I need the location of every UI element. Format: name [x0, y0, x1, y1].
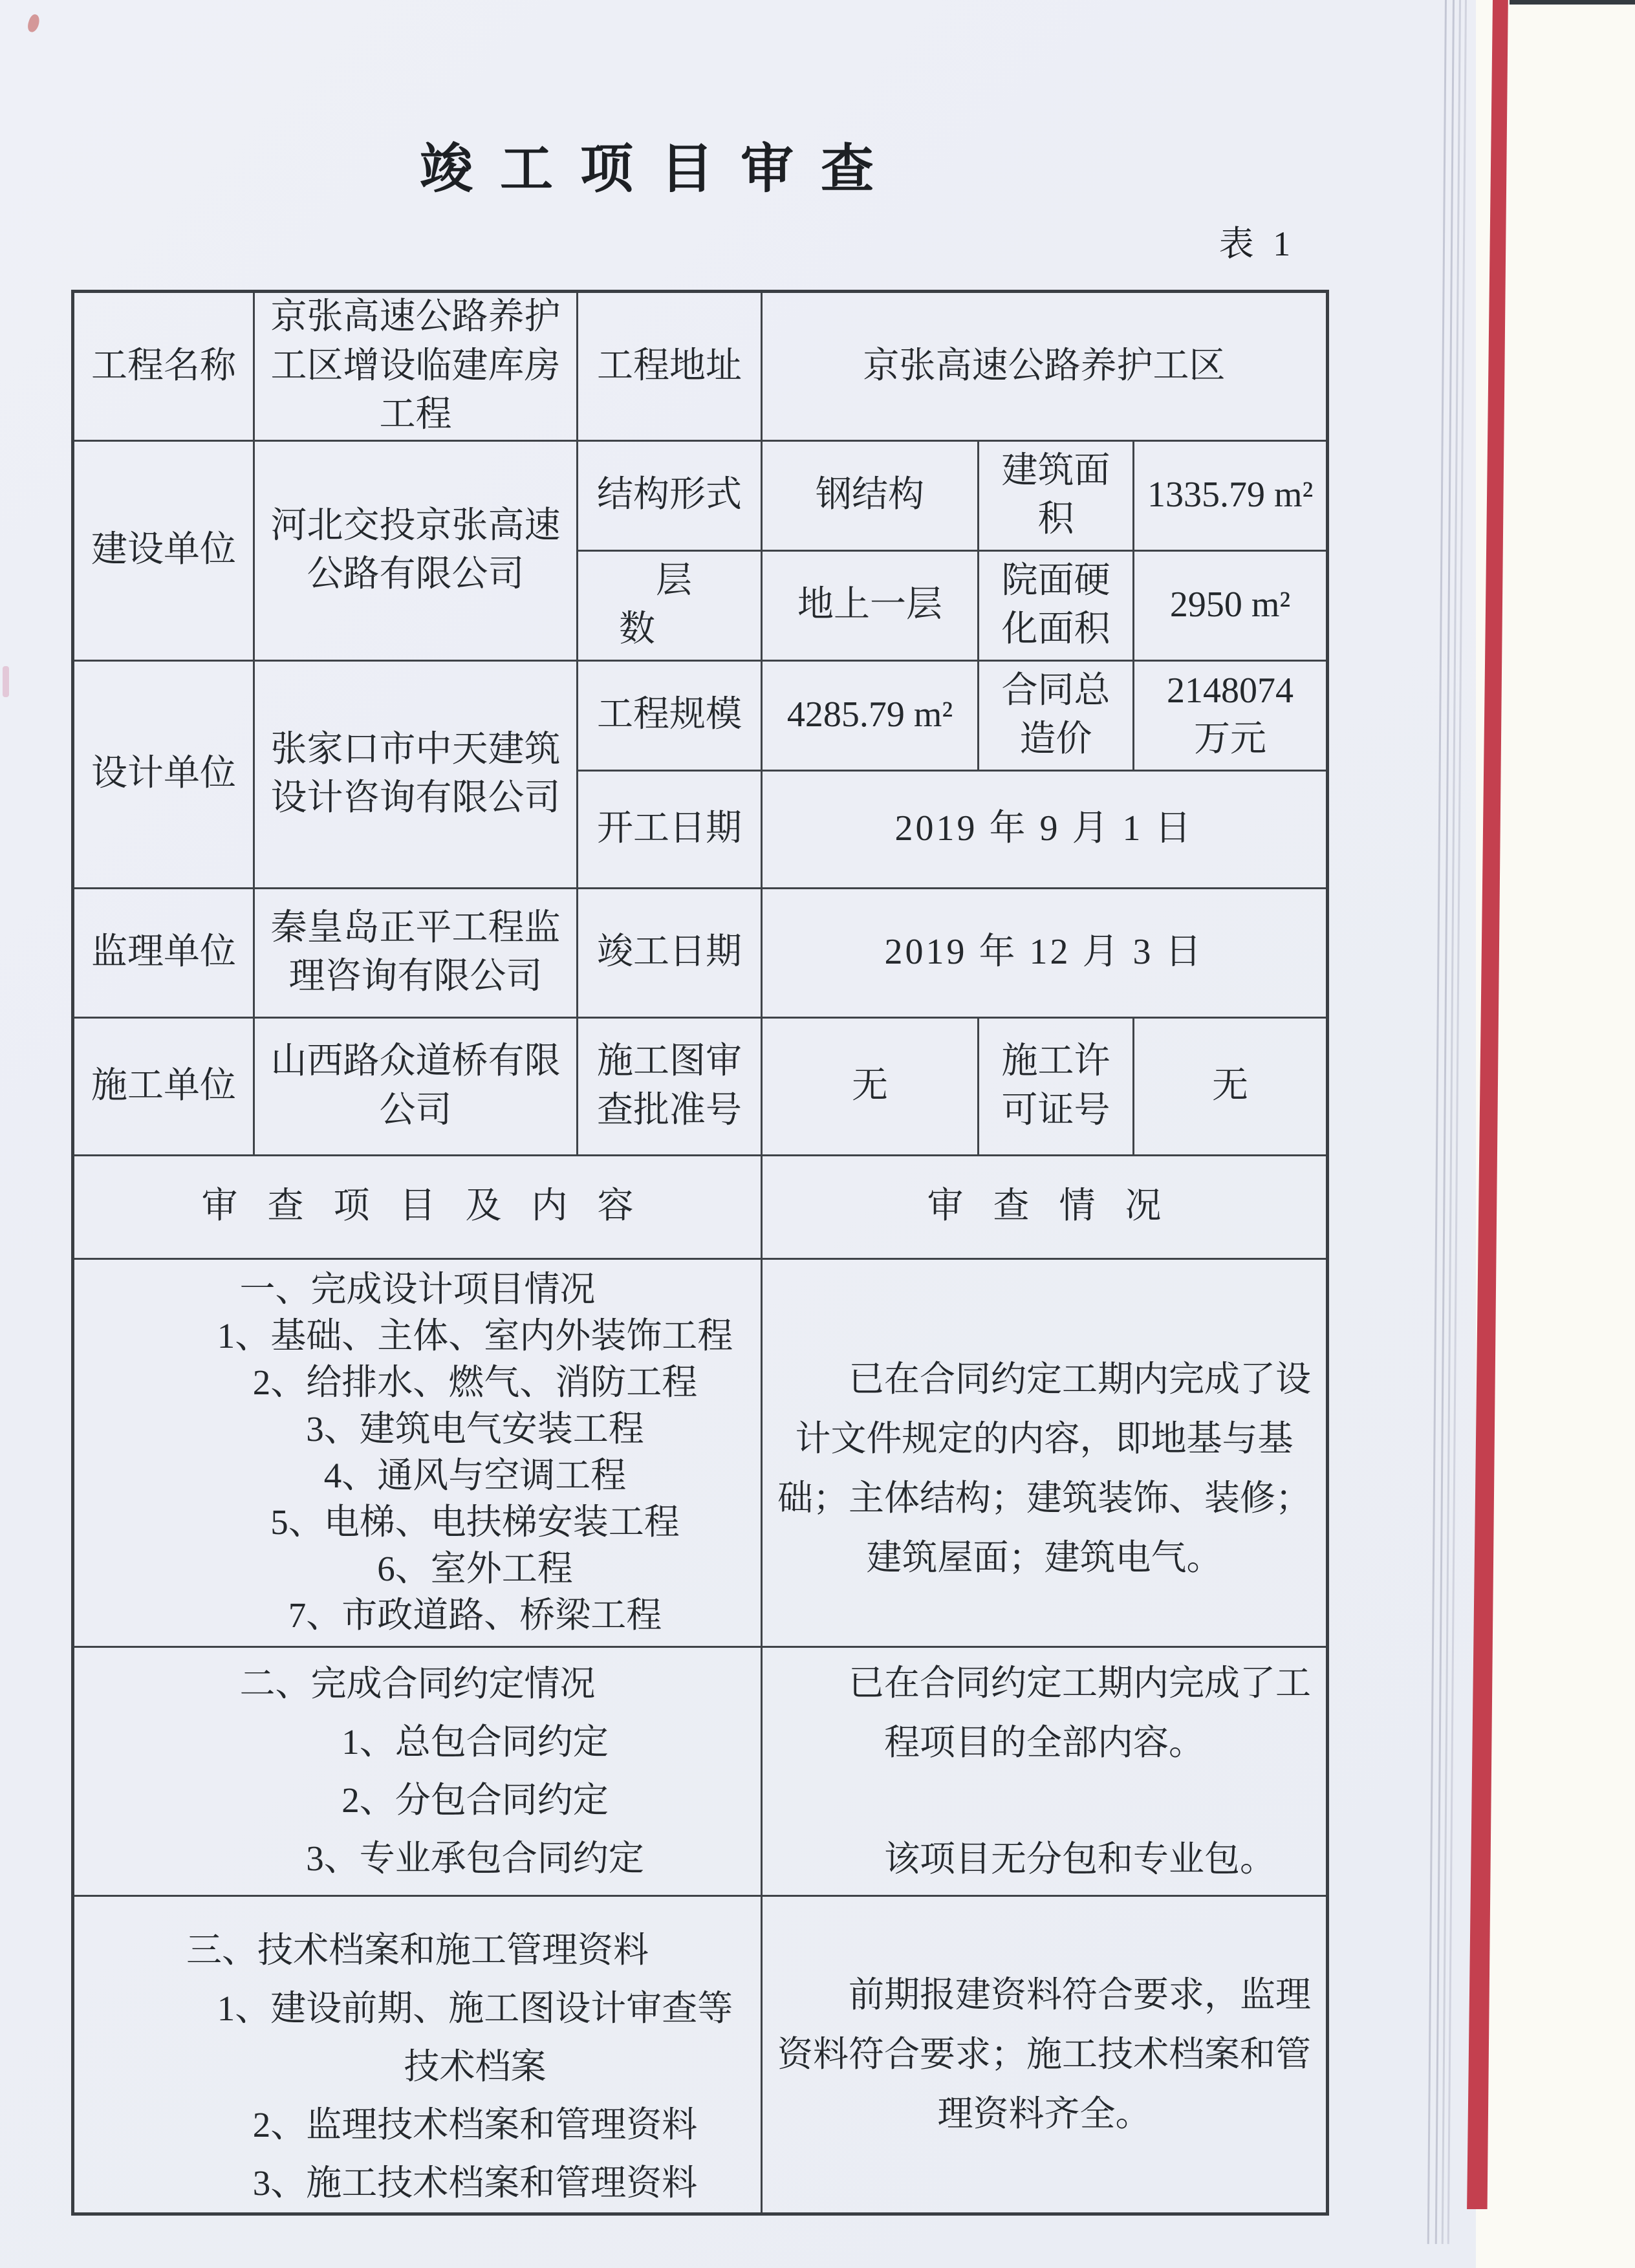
row-project-name [73, 292, 1328, 441]
permit-value: 无 [1134, 1017, 1328, 1155]
section-item: 2、给排水、燃气、消防工程 [252, 1363, 698, 1403]
completion-date-label: 竣工日期 [578, 888, 762, 1017]
supervision-unit-label: 监理单位 [73, 888, 254, 1017]
building-area-value: 1335.79 m² [1134, 440, 1328, 550]
scanner-edge-shadow [1510, 0, 1635, 5]
section-heading: 三、技术档案和施工管理资料 [186, 1930, 649, 1970]
building-area-label: 建筑面积 [979, 440, 1134, 550]
section-contract-status [762, 1647, 1328, 1895]
start-date-label: 开工日期 [578, 770, 762, 888]
section-item: 4、通风与空调工程 [323, 1456, 627, 1496]
section-design-items [73, 1258, 762, 1647]
row-review-headers [73, 1155, 1328, 1258]
yard-area-label: 院面硬化面积 [979, 550, 1134, 660]
row-supervision [73, 888, 1328, 1017]
section-item: 1、建设前期、施工图设计审查等技术档案 [217, 1988, 733, 2086]
section-archives-items [73, 1895, 762, 2214]
row-section-archives [73, 1895, 1328, 2214]
project-address-value: 京张高速公路养护工区 [762, 292, 1328, 441]
section-item: 6、室外工程 [377, 1549, 573, 1589]
design-unit-value: 张家口市中天建筑设计咨询有限公司 [254, 660, 578, 888]
section-item: 3、建筑电气安装工程 [306, 1409, 644, 1449]
row-scale [73, 660, 1328, 770]
row-section-design [73, 1258, 1328, 1647]
contract-total-value: 2148074 万元 [1134, 660, 1328, 770]
section-item: 2、分包合同约定 [341, 1780, 609, 1820]
status-paragraph: 前期报建资料符合要求，监理资料符合要求；施工技术档案和管理资料齐全。 [777, 1974, 1312, 2133]
floors-value: 地上一层 [762, 550, 979, 660]
start-date-value: 2019 年 9 月 1 日 [762, 770, 1328, 888]
structure-label: 结构形式 [578, 440, 762, 550]
scale-value: 4285.79 m² [762, 660, 979, 770]
section-contract-items [73, 1647, 762, 1895]
drawing-review-value: 无 [762, 1017, 979, 1155]
status-paragraph: 已在合同约定工期内完成了设计文件规定的内容，即地基与基础；主体结构；建筑装饰、装修；建筑屋面；建筑电气。 [777, 1359, 1312, 1578]
design-unit-label: 设计单位 [73, 660, 254, 888]
section-item: 1、基础、主体、室内外装饰工程 [217, 1316, 733, 1356]
section-item: 2、监理技术档案和管理资料 [252, 2104, 698, 2144]
construction-unit-value: 河北交投京张高速公路有限公司 [254, 440, 578, 660]
floors-label: 层数 [578, 550, 762, 660]
review-status-header: 审查情况 [762, 1155, 1328, 1258]
document-title: 竣工项目审查 [419, 140, 901, 199]
table-number-tag: 表 1 [1218, 224, 1296, 263]
section-item: 1、总包合同约定 [341, 1722, 609, 1762]
section-design-status [762, 1258, 1328, 1647]
section-item: 3、施工技术档案和管理资料 [252, 2163, 698, 2203]
contractor-value: 山西路众道桥有限公司 [254, 1017, 578, 1155]
permit-label: 施工许可证号 [979, 1017, 1134, 1155]
scale-label: 工程规模 [578, 660, 762, 770]
section-archives-status [762, 1895, 1328, 2214]
construction-unit-label: 建设单位 [73, 440, 254, 660]
review-form-table [71, 290, 1329, 2216]
review-items-header: 审查项目及内容 [73, 1155, 762, 1258]
section-item: 3、专业承包合同约定 [306, 1838, 644, 1878]
completion-date-value: 2019 年 12 月 3 日 [762, 888, 1328, 1017]
project-name-label: 工程名称 [73, 292, 254, 441]
project-name-value: 京张高速公路养护工区增设临建库房工程 [254, 292, 578, 441]
yard-area-value: 2950 m² [1134, 550, 1328, 660]
row-contractor [73, 1017, 1328, 1155]
contractor-label: 施工单位 [73, 1017, 254, 1155]
structure-value: 钢结构 [762, 440, 979, 550]
contract-total-label: 合同总造价 [979, 660, 1134, 770]
section-item: 7、市政道路、桥梁工程 [288, 1595, 662, 1636]
section-heading: 一、完成设计项目情况 [239, 1269, 596, 1310]
drawing-review-label: 施工图审查批准号 [578, 1017, 762, 1155]
supervision-unit-value: 秦皇岛正平工程监理咨询有限公司 [254, 888, 578, 1017]
project-address-label: 工程地址 [578, 292, 762, 441]
section-item: 5、电梯、电扶梯安装工程 [270, 1502, 680, 1542]
status-paragraph: 已在合同约定工期内完成了工程项目的全部内容。 [849, 1663, 1312, 1762]
row-section-contract [73, 1647, 1328, 1895]
scan-artifact [3, 666, 9, 697]
section-heading: 二、完成合同约定情况 [239, 1663, 596, 1703]
row-structure [73, 440, 1328, 550]
status-paragraph: 该项目无分包和专业包。 [884, 1839, 1276, 1879]
